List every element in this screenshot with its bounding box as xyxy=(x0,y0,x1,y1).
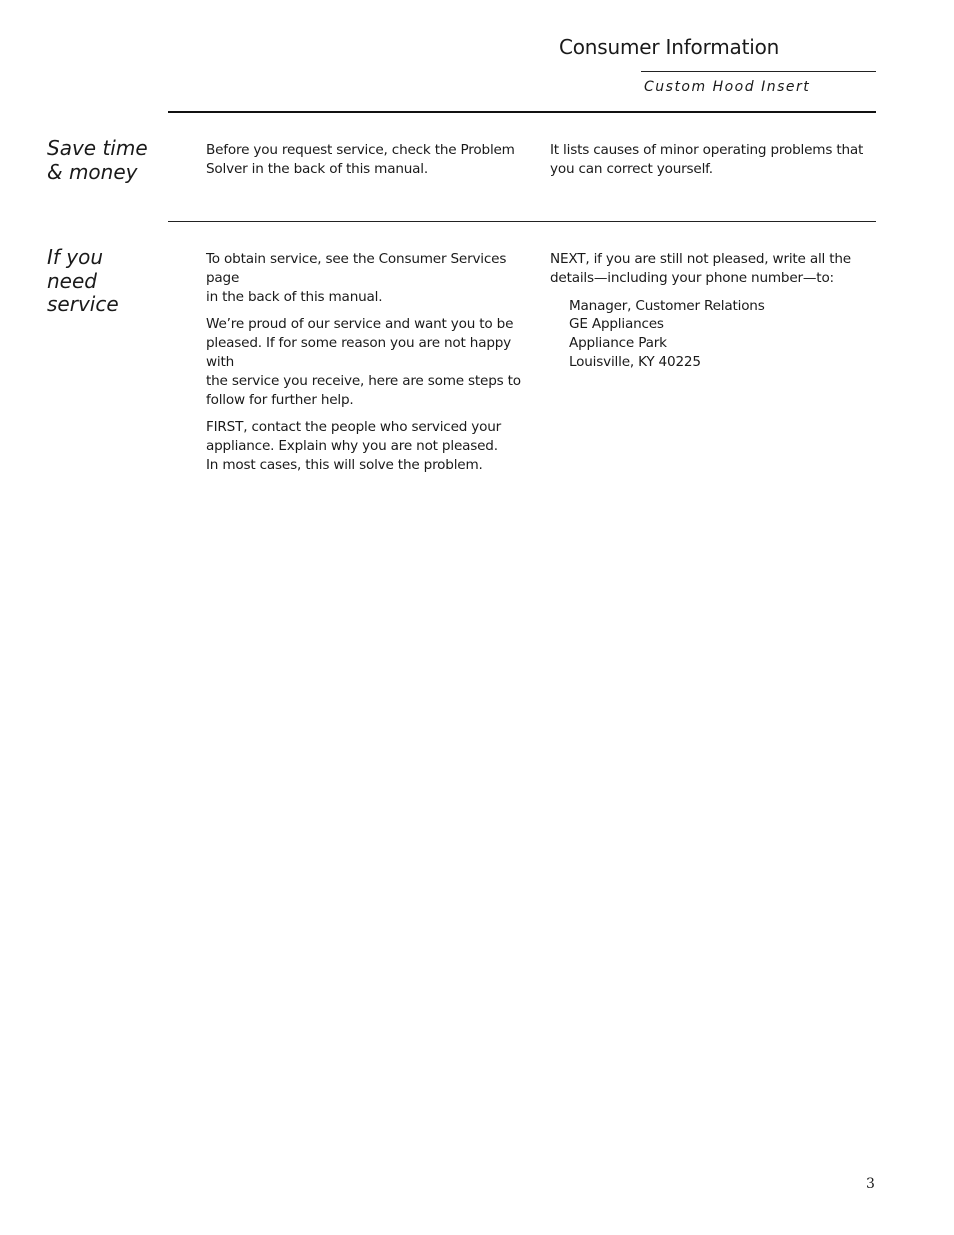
page-number: 3 xyxy=(866,1176,875,1192)
page-title: Consumer Information xyxy=(559,35,780,59)
service-paragraph: FIRST, contact the people who serviced your appliance. Explain why you are not pleased. In most cases, this will solve the problem. xyxy=(206,419,502,473)
header-divider xyxy=(641,71,876,72)
mailing-address: Manager, Customer Relations GE Appliances Appliance Park Louisville, KY 40225 xyxy=(569,297,765,370)
service-right-column xyxy=(550,250,880,372)
section-divider xyxy=(168,221,876,222)
save-time-paragraph: Before you request service, check the Problem Solver in the back of this manual. xyxy=(206,142,515,177)
service-left-column xyxy=(206,250,541,484)
service-paragraph: NEXT, if you are still not pleased, write all the details—including your phone number—to: xyxy=(550,251,851,286)
page-subtitle: Custom Hood Insert xyxy=(644,79,811,95)
section-heading-save-time: Save time & money xyxy=(47,136,148,184)
section-divider-top xyxy=(168,111,876,113)
service-paragraph: We’re proud of our service and want you to be pleased. If for some reason you are not happy with the service you receive, here are some steps to follow for further help. xyxy=(206,316,521,408)
save-time-left-column xyxy=(206,141,541,188)
save-time-right-column xyxy=(550,141,880,188)
save-time-paragraph: It lists causes of minor operating problems that you can correct yourself. xyxy=(550,142,864,177)
section-heading-if-you-need-service: If you need service xyxy=(47,245,119,316)
service-paragraph: To obtain service, see the Consumer Services page in the back of this manual. xyxy=(206,251,507,305)
